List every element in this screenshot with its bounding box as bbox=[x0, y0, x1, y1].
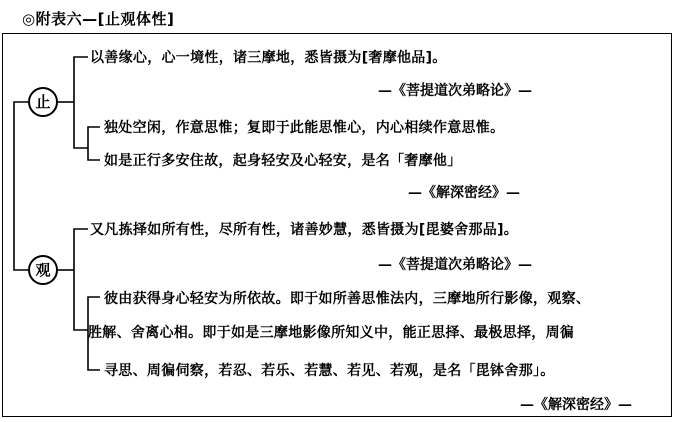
guan-quote-2-line-1: 彼由获得身心轻安为所依故。即于如所善思惟法内，三摩地所行影像，观察、 bbox=[104, 291, 591, 307]
guan-source-1: —《菩提道次弟略论》— bbox=[378, 257, 532, 273]
zhi-quote-1: 以善缘心，心一境性，诸三摩地，悉皆摄为[奢摩他品]。 bbox=[90, 50, 447, 66]
zhi-quote-2-line-2: 如是正行多安住故，起身轻安及心轻安，是名「奢摩他」 bbox=[104, 153, 462, 169]
page-heading: ◎附表六—[止观体性] bbox=[22, 10, 175, 28]
guan-bracket bbox=[74, 229, 88, 330]
zhi-bracket bbox=[74, 57, 88, 148]
zhi-source-2: —《解深密经》— bbox=[408, 185, 520, 201]
zhi-node: 止 bbox=[28, 87, 58, 117]
guan-quote-1: 又凡拣择如所有性，尽所有性，诸善妙慧，悉皆摄为[毘婆舍那品]。 bbox=[90, 222, 519, 238]
zhi-source-1: —《菩提道次弟略论》— bbox=[378, 83, 532, 99]
zhi-quote-2-line-1: 独处空闲，作意思惟；复即于此能思惟心，内心相续作意思惟。 bbox=[104, 120, 505, 136]
main-bracket bbox=[14, 102, 28, 270]
guan-source-2: —《解深密经》— bbox=[520, 397, 632, 413]
zhi-sub-bracket bbox=[88, 127, 100, 160]
guan-node: 观 bbox=[28, 255, 58, 285]
guan-quote-2-line-2: 胜解、舍离心相。即于如是三摩地影像所知义中，能正思择、最极思择，周徧 bbox=[88, 325, 575, 341]
guan-quote-2-line-3: 寻思、周徧伺察，若忍、若乐、若慧、若见、若观，是名「毘钵舍那」。 bbox=[104, 363, 555, 379]
